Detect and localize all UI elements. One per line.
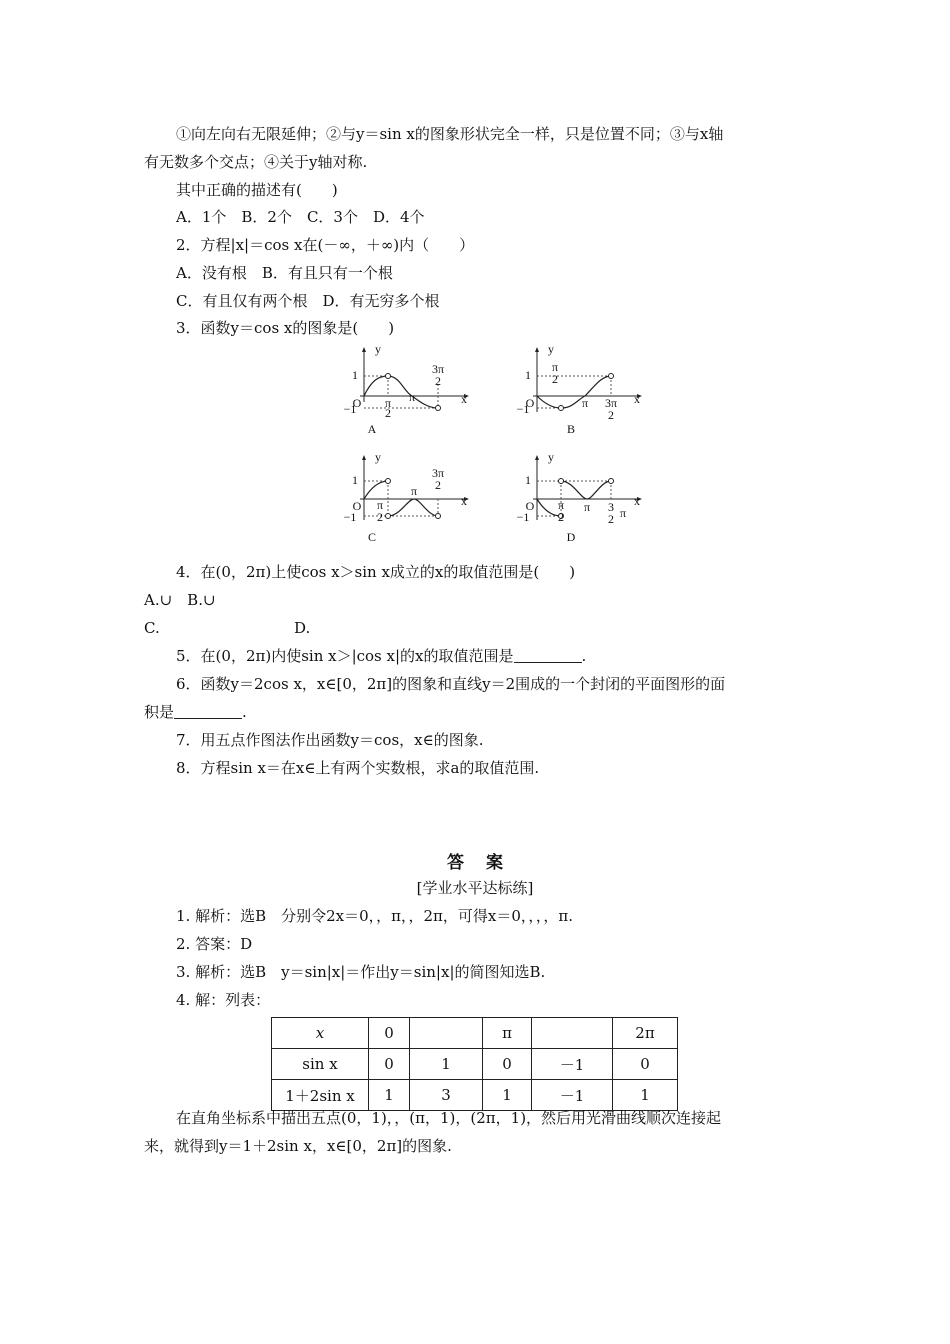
table-cell: sin x	[272, 1049, 369, 1080]
graph-c-neg-one: −1	[343, 510, 357, 524]
q5-answer-blank[interactable]	[514, 648, 582, 663]
graph-d-origin: O	[525, 499, 535, 513]
table-cell: 1	[410, 1049, 483, 1080]
table-cell: 0	[483, 1049, 532, 1080]
graph-c-pi-half-den: 2	[377, 510, 383, 524]
graph-b-pi-half-num: π	[551, 360, 559, 374]
graph-d-pi-half-den: 2	[558, 510, 564, 524]
graph-a-x-label: x	[461, 392, 467, 406]
graph-d-pi-tail: π	[619, 506, 627, 520]
graph-b-y-label: y	[548, 342, 554, 356]
graph-c-label: C	[367, 530, 376, 544]
q5-line	[176, 646, 586, 666]
answer-4-line-1: 在直角坐标系中描出五点(0，1)，，(π，1)，(2π，1)，然后用光滑曲线顺次连接起	[176, 1109, 722, 1127]
q2-stem: 2．方程|x|＝cos x在(－∞，＋∞)内（ ）	[176, 236, 475, 254]
graph-a-origin: O	[352, 396, 362, 410]
graph-a-3pi-den: 2	[435, 374, 441, 388]
q1-options: A．1个 B．2个 C．3个 D．4个	[176, 208, 425, 226]
graph-c-pi: π	[410, 484, 418, 498]
graph-b-x-label: x	[634, 392, 640, 406]
table-cell: 3	[410, 1080, 483, 1111]
q5-end: .	[581, 647, 587, 665]
graph-a-pi-half-den: 2	[385, 406, 391, 420]
q4-option-d: D.	[294, 619, 311, 637]
graph-c-origin: O	[352, 499, 362, 513]
graph-d-label: D	[566, 530, 576, 544]
table-cell: －1	[532, 1049, 613, 1080]
graph-d	[515, 450, 645, 544]
graph-c-x-label: x	[461, 494, 467, 508]
q6-end: .	[242, 703, 247, 721]
five-point-table	[271, 1017, 678, 1111]
table-cell	[532, 1018, 613, 1049]
q1-line-2: 有无数多个交点；④关于y轴对称.	[144, 153, 368, 171]
table-cell: 0	[369, 1018, 410, 1049]
answer-4: 4. 解：列表：	[176, 991, 271, 1009]
graph-c-3pi-num: 3π	[431, 466, 445, 480]
answer-2: 2. 答案：D	[176, 935, 253, 953]
graph-a	[342, 342, 472, 436]
q4-stem: 4．在(0，2π)上使cos x＞sin x成立的x的取值范围是( )	[176, 563, 576, 581]
graph-a-pi: π	[408, 390, 416, 404]
q6-line-1: 6．函数y＝2cos x，x∈[0，2π]的图象和直线y＝2围成的一个封闭的平面图形的面	[176, 675, 726, 693]
graph-a-y-label: y	[375, 342, 381, 356]
answers-subtitle: [学业水平达标练]	[416, 879, 534, 897]
graph-c	[342, 450, 472, 544]
graph-b-pi: π	[581, 396, 589, 410]
graph-c-one: 1	[352, 473, 358, 487]
answer-3: 3. 解析：选B y＝sin|x|＝作出y＝sin|x|的简图知选B.	[176, 963, 546, 981]
graph-b-3pi-den: 2	[608, 408, 614, 422]
graph-d-one: 1	[525, 473, 531, 487]
graph-d-y-label: y	[548, 450, 554, 464]
q2-options-ab: A．没有根 B．有且只有一个根	[176, 264, 393, 282]
answer-1: 1. 解析：选B 分别令2x＝0，，π，，2π，可得x＝0，，，，π.	[176, 907, 574, 925]
q5-stem: 5．在(0，2π)内使sin x＞|cos x|的x的取值范围是	[176, 647, 514, 665]
graph-c-y-label: y	[375, 450, 381, 464]
graph-d-three-num: 3	[608, 500, 614, 514]
q8: 8．方程sin x＝在x∈上有两个实数根，求a的取值范围.	[176, 759, 540, 777]
table-row	[272, 1080, 678, 1111]
table-cell: 2π	[613, 1018, 678, 1049]
graph-b-label: B	[566, 422, 575, 436]
q6-answer-blank[interactable]	[174, 704, 242, 719]
q1-line-1: ①向左向右无限延伸；②与y＝sin x的图象形状完全一样，只是位置不同；③与x轴	[176, 125, 724, 143]
graph-a-neg-one: −1	[343, 402, 357, 416]
graph-b-pi-half-den: 2	[552, 372, 558, 386]
table-cell: 1	[613, 1080, 678, 1111]
graph-c-3pi-den: 2	[435, 478, 441, 492]
answers-title: 答案	[447, 853, 525, 873]
q4-options-ab: A.∪ B.∪	[144, 591, 216, 609]
table-cell: 0	[369, 1049, 410, 1080]
graph-b-one: 1	[525, 368, 531, 382]
graph-d-three-den: 2	[608, 512, 614, 526]
table-row	[272, 1018, 678, 1049]
table-cell: －1	[532, 1080, 613, 1111]
q3-stem: 3．函数y＝cos x的图象是( )	[176, 319, 395, 337]
graph-d-pi-half-num: π	[557, 498, 565, 512]
q7: 7．用五点作图法作出函数y＝cos，x∈的图象.	[176, 731, 484, 749]
graph-d-pi: π	[583, 500, 591, 514]
graph-c-pi-half-num: π	[376, 498, 384, 512]
answer-4-line-2: 来，就得到y＝1＋2sin x，x∈[0，2π]的图象.	[144, 1137, 452, 1155]
graph-b	[515, 342, 645, 436]
graph-b-3pi-num: 3π	[604, 396, 618, 410]
q6-line-2	[144, 702, 247, 722]
table-cell: 0	[613, 1049, 678, 1080]
graph-b-neg-one: −1	[516, 402, 530, 416]
table-cell: 1	[483, 1080, 532, 1111]
graph-b-origin: O	[525, 396, 535, 410]
q4-option-c: C.	[144, 619, 160, 637]
graph-d-neg-one: −1	[516, 510, 530, 524]
table-cell: π	[483, 1018, 532, 1049]
q6-stem-end: 积是	[144, 703, 175, 721]
q2-options-cd: C．有且仅有两个根 D．有无穷多个根	[176, 292, 440, 310]
table-cell: 1＋2sin x	[272, 1080, 369, 1111]
graph-d-x-label: x	[634, 494, 640, 508]
table-cell: x	[272, 1018, 369, 1049]
graph-a-one: 1	[352, 368, 358, 382]
graph-a-label: A	[367, 422, 377, 436]
graph-a-pi-half-num: π	[384, 396, 392, 410]
table-cell: 1	[369, 1080, 410, 1111]
graph-a-3pi-num: 3π	[431, 362, 445, 376]
table-cell	[410, 1018, 483, 1049]
q1-line-3: 其中正确的描述有( )	[176, 181, 338, 199]
table-row	[272, 1049, 678, 1080]
